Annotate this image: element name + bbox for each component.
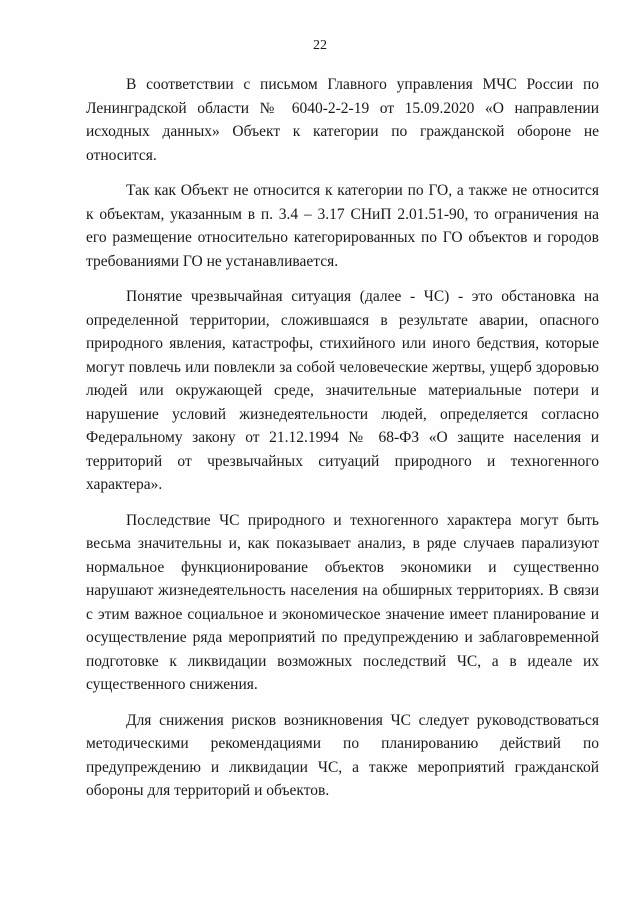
page-number: 22 — [313, 38, 327, 53]
paragraph-emergency-definition: Понятие чрезвычайная ситуация (далее - ЧС) - это обстановка на определенной территории, сложившаяся в результате аварии, опасного природного явления, катастрофы, стихийного или иного бедствия, которые могут повлечь или повлекли за собой человеческие жертвы, ущерб здоровью людей или окружающей среде, значительные материальные потери и нарушение условий жизнедеятельности людей, определяется согласно Федеральному закону от 21.12.1994 № 68-ФЗ «О защите населения и территорий от чрезвычайных ситуаций природного и техногенного характера». — [86, 288, 599, 493]
document-body — [86, 73, 599, 803]
paragraph-risk-reduction: Для снижения рисков возникновения ЧС следует руководствоваться методическими рекомендациями по планированию действий по предупреждению и ликвидации ЧС, а также мероприятий гражданской обороны для территорий и объектов. — [86, 711, 599, 799]
paragraph-placement-restrictions: Так как Объект не относится к категории по ГО, а также не относится к объектам, указанным в п. 3.4 – 3.17 СНиП 2.01.51-90, то ограничения на его размещение относительно категорированных по ГО объектов и городов требованиями ГО не устанавливается. — [86, 182, 599, 270]
paragraph-emergency-consequences: Последствие ЧС природного и техногенного характера могут быть весьма значительны и, как показывает анализ, в ряде случаев парализуют нормальное функционирование объектов экономики и существенно нарушают жизнедеятельность населения на обширных территориях. В связи с этим важное социальное и экономическое значение имеет планирование и осуществление ряда мероприятий по предупреждению и заблаговременной подготовке к ликвидации возможных последствий ЧС, а в идеале их существенного снижения. — [86, 511, 599, 693]
paragraph-civil-defense-category: В соответствии с письмом Главного управления МЧС России по Ленинградской области № 6040-2-2-19 от 15.09.2020 «О направлении исходных данных» Объект к категории по гражданской обороне не относится. — [86, 76, 599, 164]
